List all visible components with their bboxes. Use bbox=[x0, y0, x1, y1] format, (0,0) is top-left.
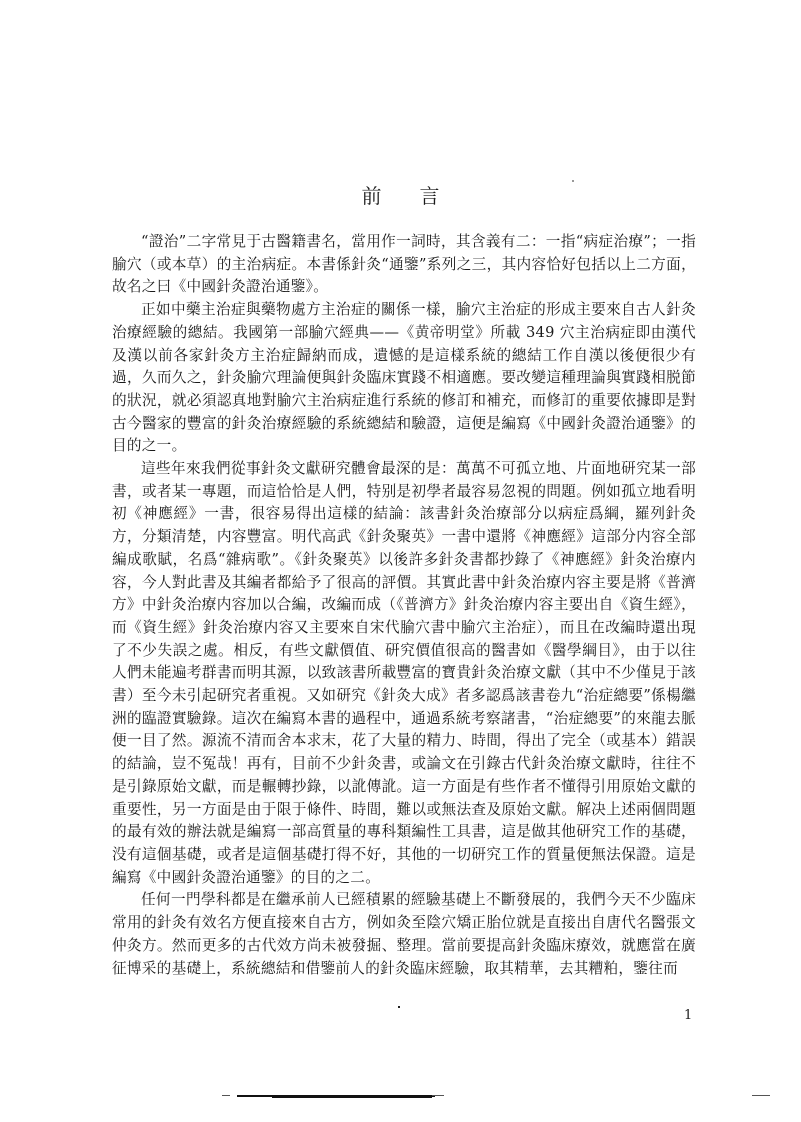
scan-artifact-left bbox=[222, 1095, 230, 1096]
page-number: 1 bbox=[684, 1008, 693, 1023]
page-title: 前言 bbox=[361, 184, 478, 208]
paragraph-3: 這些年來我們從事針灸文獻研究體會最深的是：萬萬不可孤立地、片面地研究某一部書，或者某一專題，而這恰恰是人們，特别是初學者最容易忽視的問題。例如孤立地看明初《神應經》一書，很容易得出這樣的結論：該書針灸治療部分以病症爲綱，羅列針灸方，分類清楚，内容豐富。明代高武《針灸聚英》一書中還將《神應經》這部分内容全部編成歌賦，名爲“雜病歌”。《針灸聚英》以後許多針灸書都抄錄了《神應經》針灸治療内容，今人對此書及其編者都給予了很高的評價。其實此書中針灸治療内容主要是將《普濟方》中針灸治療内容加以合編，改編而成（《普濟方》針灸治療内容主要出自《資生經》，而《資生經》針灸治療内容又主要來自宋代腧穴書中腧穴主治症），而且在改編時還出現了不少失誤之處。相反，有些文獻價值、研究價值很高的醫書如《醫學綱目》，由于以往人們未能遍考群書而明其源，以致該書所載豐富的寶貴針灸治療文獻（其中不少僅見于該書）至今未引起研究者重視。又如研究《針灸大成》者多認爲該書卷九“治症總要”係楊繼洲的臨證實驗錄。這次在編寫本書的過程中，通過系統考察諸書，“治症總要”的來龍去脈便一目了然。源流不清而舍本求末，花了大量的精力、時間，得出了完全（或基本）錯誤的結論，豈不冤哉！再有，目前不少針灸書，或論文在引錄古代針灸治療文獻時，往往不是引錄原始文獻，而是輾轉抄錄，以訛傳訛。這一方面是有些作者不懂得引用原始文獻的重要性，另一方面是由于限于條件、時間，難以或無法查及原始文獻。解决上述兩個問題的最有效的辦法就是編寫一部高質量的專科類編性工具書，這是做其他研究工作的基礎，没有這個基礎，或者是這個基礎打得不好，其他的一切研究工作的質量便無法保證。這是編寫《中國針灸證治通鑒》的目的之二。 bbox=[112, 460, 696, 886]
paragraph-4: 任何一門學科都是在繼承前人已經積累的經驗基礎上不斷發展的，我們今天不少臨床常用的針灸有效名方便直接來自古方，例如灸至陰穴矯正胎位就是直接出自唐代名醫張文仲灸方。然而更多的古代效方尚未被發掘、整理。當前要提高針灸臨床療效，就應當在廣征博采的基礎上，系統總結和借鑒前人的針灸臨床經驗，取其精華，去其糟粕，鑒往而 bbox=[112, 891, 696, 977]
paragraph-1: “證治”二字常見于古醫籍書名，當用作一詞時，其含義有二：一指“病症治療”；一指腧穴（或本草）的主治病症。本書係針灸“通鑒”系列之三，其内容恰好包括以上二方面，故名之曰《中國針灸證治通鑒》。 bbox=[112, 233, 696, 296]
body-text bbox=[112, 231, 696, 980]
scan-artifact-right bbox=[432, 1095, 444, 1096]
paragraph-2: 正如中藥主治症與藥物處方主治症的關係一樣，腧穴主治症的形成主要來自古人針灸治療經驗的總結。我國第一部腧穴經典——《黄帝明堂》所載 349 穴主治病症即由漢代及漢以前各家針灸方主治症歸納而成，遺憾的是這樣系統的總結工作自漢以後便很少有過，久而久之，針灸腧穴理論便與針灸臨床實踐不相適應。要改變這種理論與實踐相脱節的狀況，就必須認真地對腧穴主治病症進行系統的修訂和補充，而修訂的重要依據即是對古今醫家的豐富的針灸治療經驗的系統總結和驗證，這便是編寫《中國針灸證治通鑒》的目的之一。 bbox=[112, 301, 696, 455]
scan-dot bbox=[398, 1006, 400, 1008]
scan-artifact-far-right bbox=[752, 1095, 770, 1096]
scan-artifact-line-2 bbox=[272, 1097, 432, 1098]
